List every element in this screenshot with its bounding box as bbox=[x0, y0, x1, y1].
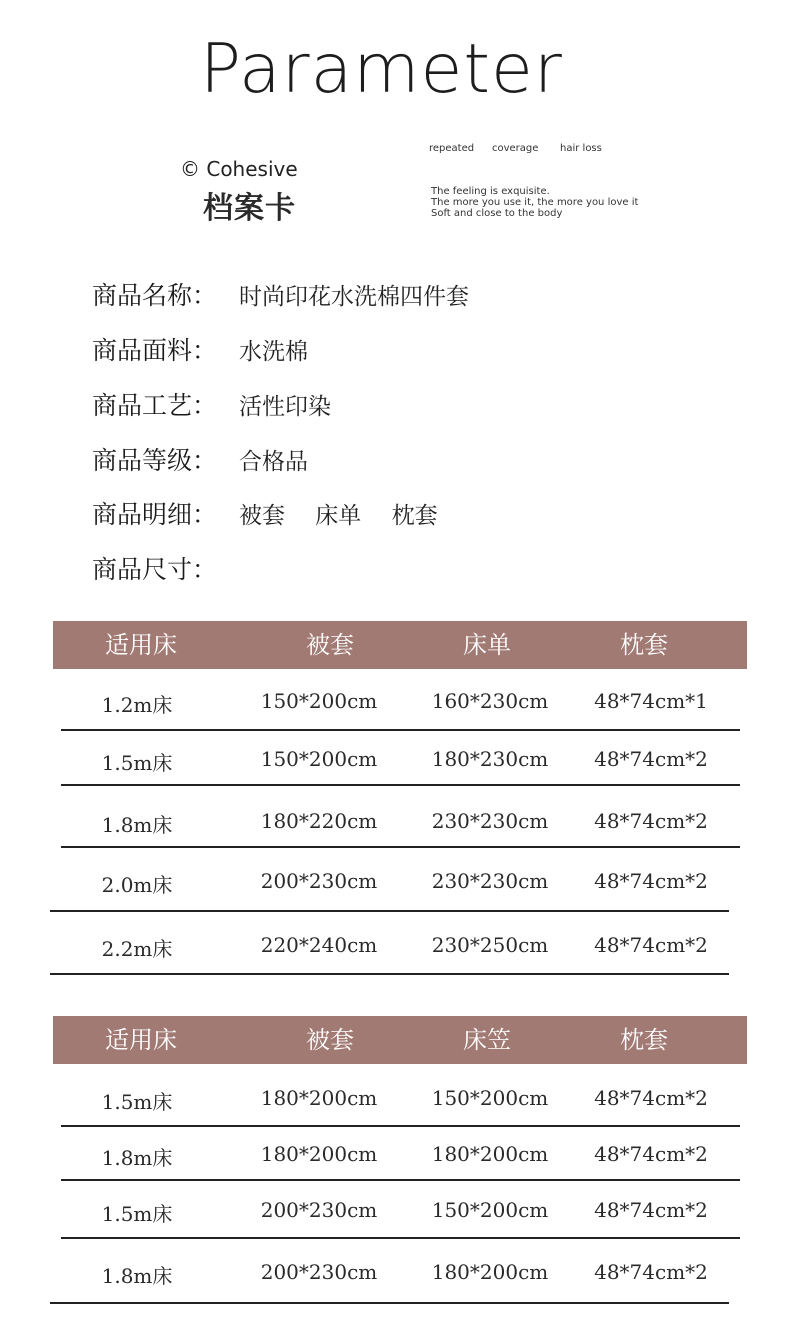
table-cell: 2.0m床 bbox=[101, 873, 173, 897]
info-value: 水洗棉 bbox=[239, 339, 308, 365]
card-title: 档案卡 bbox=[203, 191, 296, 226]
table-cell: 160*230cm bbox=[431, 689, 549, 713]
slogan bbox=[431, 186, 638, 219]
info-value: 活性印染 bbox=[239, 394, 331, 420]
table-cell: 150*200cm bbox=[260, 689, 378, 713]
row-divider bbox=[61, 846, 740, 848]
table-cell: 48*74cm*2 bbox=[594, 747, 708, 771]
info-label: 商品等级： bbox=[92, 446, 218, 475]
table-cell: 1.5m床 bbox=[101, 751, 173, 775]
row-divider bbox=[61, 1237, 740, 1239]
info-label: 商品面料： bbox=[92, 336, 218, 365]
table-cell: 180*200cm bbox=[260, 1086, 378, 1110]
row-divider bbox=[61, 729, 740, 731]
tag-hair-loss: hair loss bbox=[560, 143, 602, 154]
table-cell: 1.5m床 bbox=[101, 1090, 173, 1114]
table-header bbox=[53, 1016, 747, 1064]
table-cell: 200*230cm bbox=[260, 1198, 378, 1222]
table-cell: 150*200cm bbox=[260, 747, 378, 771]
table-cell: 150*200cm bbox=[431, 1086, 549, 1110]
table-cell: 230*230cm bbox=[431, 809, 549, 833]
table-cell: 48*74cm*2 bbox=[594, 1198, 708, 1222]
slogan-line: The feeling is exquisite. bbox=[431, 186, 550, 197]
table-cell: 180*200cm bbox=[431, 1260, 549, 1284]
table-cell: 150*200cm bbox=[431, 1198, 549, 1222]
slogan-line: Soft and close to the body bbox=[431, 208, 563, 219]
brand-name: © Cohesive bbox=[180, 157, 298, 181]
table-cell: 48*74cm*2 bbox=[594, 933, 708, 957]
row-divider bbox=[50, 910, 729, 912]
table-cell: 1.8m床 bbox=[101, 813, 173, 837]
row-divider bbox=[61, 1125, 740, 1127]
tag-coverage: coverage bbox=[492, 143, 539, 154]
table-cell: 200*230cm bbox=[260, 869, 378, 893]
info-value: 合格品 bbox=[239, 449, 308, 475]
table-header-cell: 被套 bbox=[306, 631, 354, 659]
table-cell: 230*250cm bbox=[431, 933, 549, 957]
table-header bbox=[53, 621, 747, 669]
table-cell: 48*74cm*2 bbox=[594, 1260, 708, 1284]
table-cell: 200*230cm bbox=[260, 1260, 378, 1284]
table-cell: 1.5m床 bbox=[101, 1202, 173, 1226]
info-value: 时尚印花水洗棉四件套 bbox=[239, 284, 469, 310]
table-cell: 48*74cm*1 bbox=[594, 689, 708, 713]
table-cell: 220*240cm bbox=[260, 933, 378, 957]
table-cell: 48*74cm*2 bbox=[594, 869, 708, 893]
tag-repeated: repeated bbox=[429, 143, 475, 154]
table-header-cell: 枕套 bbox=[620, 631, 668, 659]
info-label: 商品名称： bbox=[92, 281, 218, 310]
table-cell: 180*220cm bbox=[260, 809, 378, 833]
table-header-cell: 枕套 bbox=[620, 1026, 668, 1054]
table-cell: 48*74cm*2 bbox=[594, 1142, 708, 1166]
table-cell: 1.8m床 bbox=[101, 1146, 173, 1170]
row-divider bbox=[50, 973, 729, 975]
table-cell: 180*230cm bbox=[431, 747, 549, 771]
info-label: 商品明细： bbox=[92, 500, 218, 529]
table-cell: 1.2m床 bbox=[101, 693, 173, 717]
row-divider bbox=[61, 1179, 740, 1181]
table-cell: 48*74cm*2 bbox=[594, 809, 708, 833]
table-cell: 48*74cm*2 bbox=[594, 1086, 708, 1110]
table-header-cell: 适用床 bbox=[105, 1026, 177, 1054]
table-cell: 2.2m床 bbox=[101, 937, 173, 961]
info-value: 被套 床单 枕套 bbox=[239, 503, 438, 529]
table-cell: 180*200cm bbox=[260, 1142, 378, 1166]
table-cell: 180*200cm bbox=[431, 1142, 549, 1166]
row-divider bbox=[50, 1302, 729, 1304]
table-cell: 230*230cm bbox=[431, 869, 549, 893]
page-title: Parameter bbox=[200, 30, 563, 109]
slogan-line: The more you use it, the more you love it bbox=[431, 197, 639, 208]
table-header-cell: 被套 bbox=[306, 1026, 354, 1054]
table-header-cell: 适用床 bbox=[105, 631, 177, 659]
table-header-cell: 床笠 bbox=[463, 1026, 511, 1054]
table-header-cell: 床单 bbox=[463, 631, 511, 659]
info-label: 商品尺寸： bbox=[92, 555, 218, 584]
info-label: 商品工艺： bbox=[92, 391, 218, 420]
table-cell: 1.8m床 bbox=[101, 1264, 173, 1288]
row-divider bbox=[61, 784, 740, 786]
